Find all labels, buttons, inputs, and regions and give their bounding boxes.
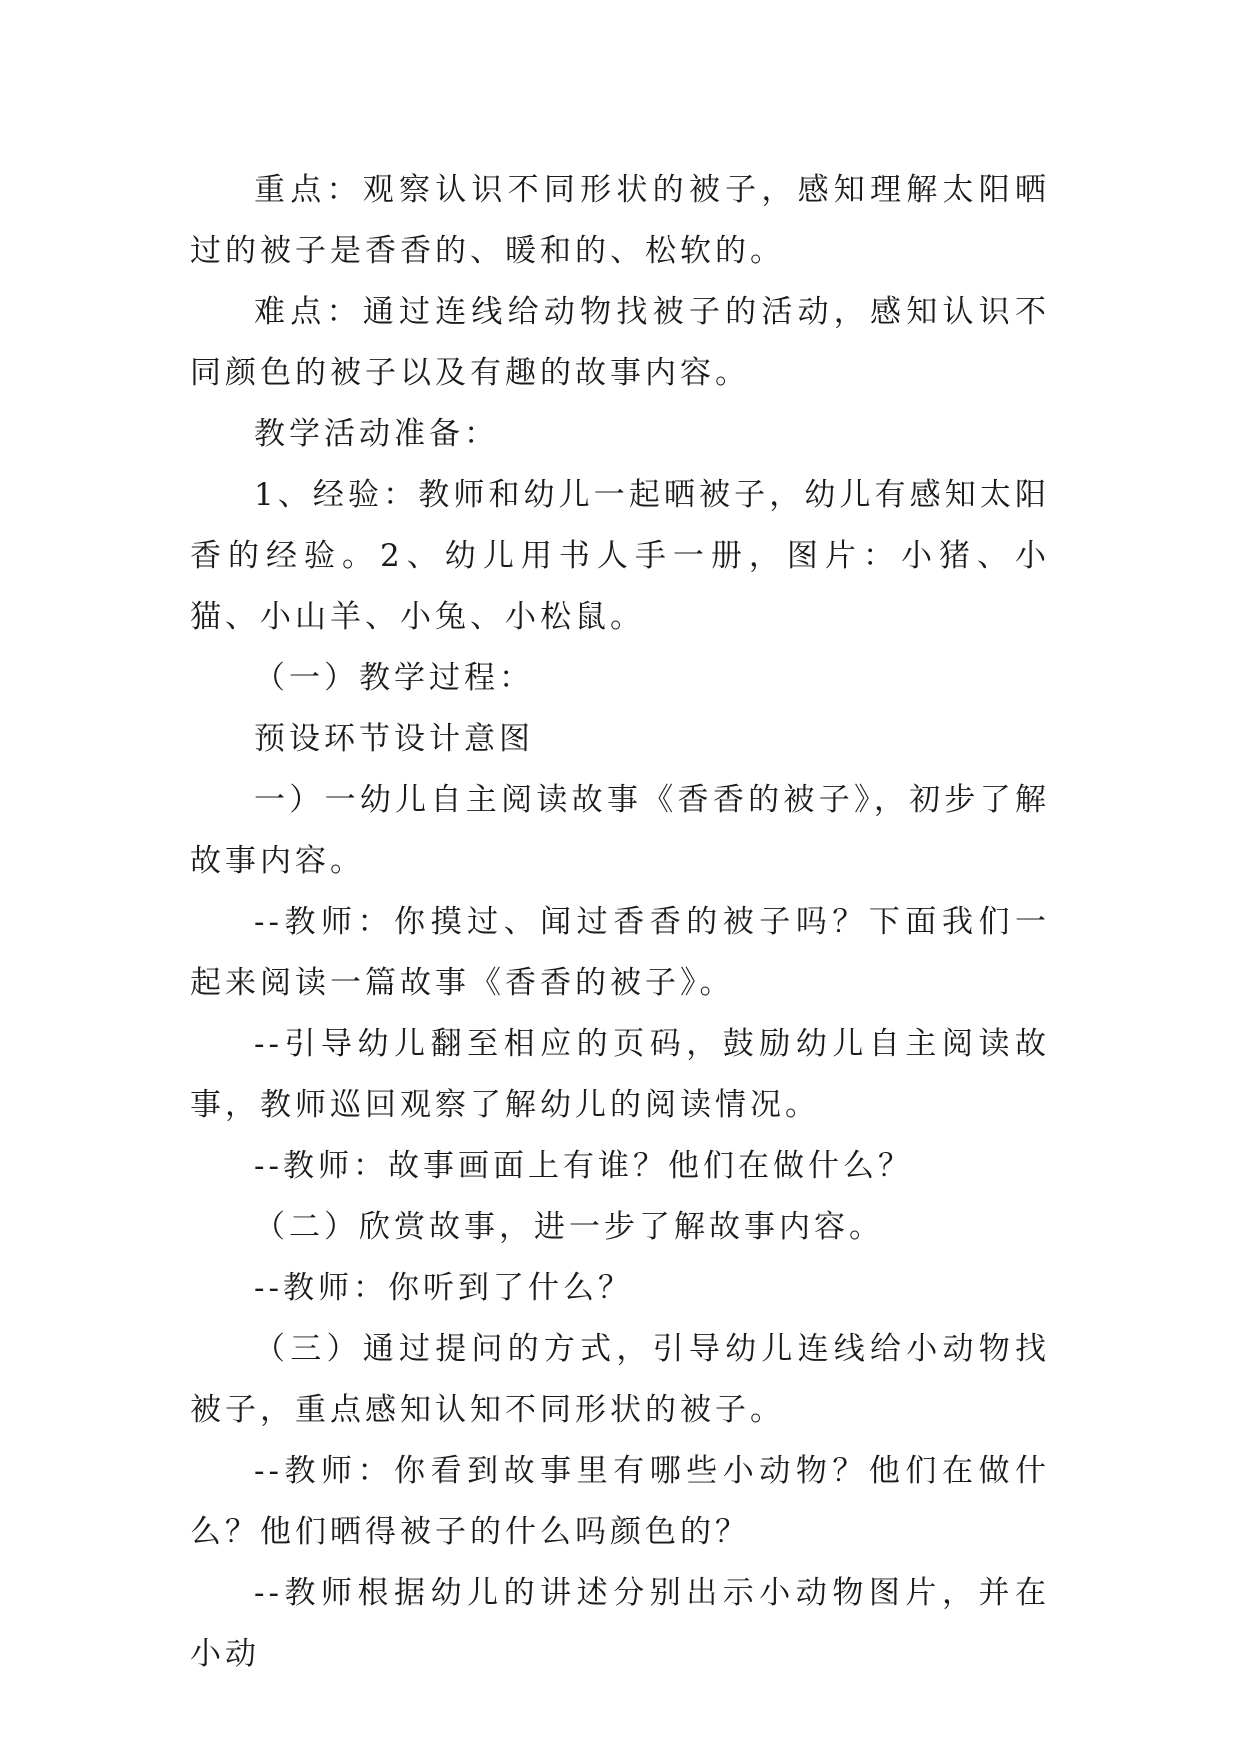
paragraph-teacher-question-4: --教师：你看到故事里有哪些小动物？他们在做什么？他们晒得被子的什么吗颜色的？: [190, 1453, 1050, 1550]
paragraph-guide-reading: --引导幼儿翻至相应的页码，鼓励幼儿自主阅读故事，教师巡回观察了解幼儿的阅读情况。: [190, 1026, 1050, 1123]
paragraph-preparation-heading: 教学活动准备：: [254, 416, 499, 452]
paragraph-preparation-items: 1、经验：教师和幼儿一起晒被子，幼儿有感知太阳香的经验。2、幼儿用书人手一册，图片：小猪、小猫、小山羊、小兔、小松鼠。: [190, 477, 1050, 635]
paragraph-difficulties: 难点：通过连线给动物找被子的活动，感知认识不同颜色的被子以及有趣的故事内容。: [190, 294, 1050, 391]
paragraph-step-three: （三）通过提问的方式，引导幼儿连线给小动物找被子，重点感知认知不同形状的被子。: [190, 1331, 1050, 1428]
paragraph-teacher-question-2: --教师：故事画面上有谁？他们在做什么？: [254, 1148, 913, 1184]
paragraph-teacher-question-1: --教师：你摸过、闻过香香的被子吗？下面我们一起来阅读一篇故事《香香的被子》。: [190, 904, 1050, 1001]
paragraph-process-heading: （一）教学过程：: [254, 660, 534, 696]
paragraph-design-intent: 预设环节设计意图: [254, 721, 534, 757]
paragraph-teacher-question-3: --教师：你听到了什么？: [254, 1270, 633, 1306]
document-body: [190, 160, 1050, 1685]
paragraph-key-points: 重点：观察认识不同形状的被子，感知理解太阳晒过的被子是香香的、暖和的、松软的。: [190, 172, 1050, 269]
paragraph-step-one: 一）一幼儿自主阅读故事《香香的被子》，初步了解故事内容。: [190, 782, 1050, 879]
paragraph-step-two: （二）欣赏故事，进一步了解故事内容。: [254, 1209, 884, 1245]
paragraph-teacher-action: --教师根据幼儿的讲述分别出示小动物图片，并在小动: [190, 1575, 1050, 1672]
